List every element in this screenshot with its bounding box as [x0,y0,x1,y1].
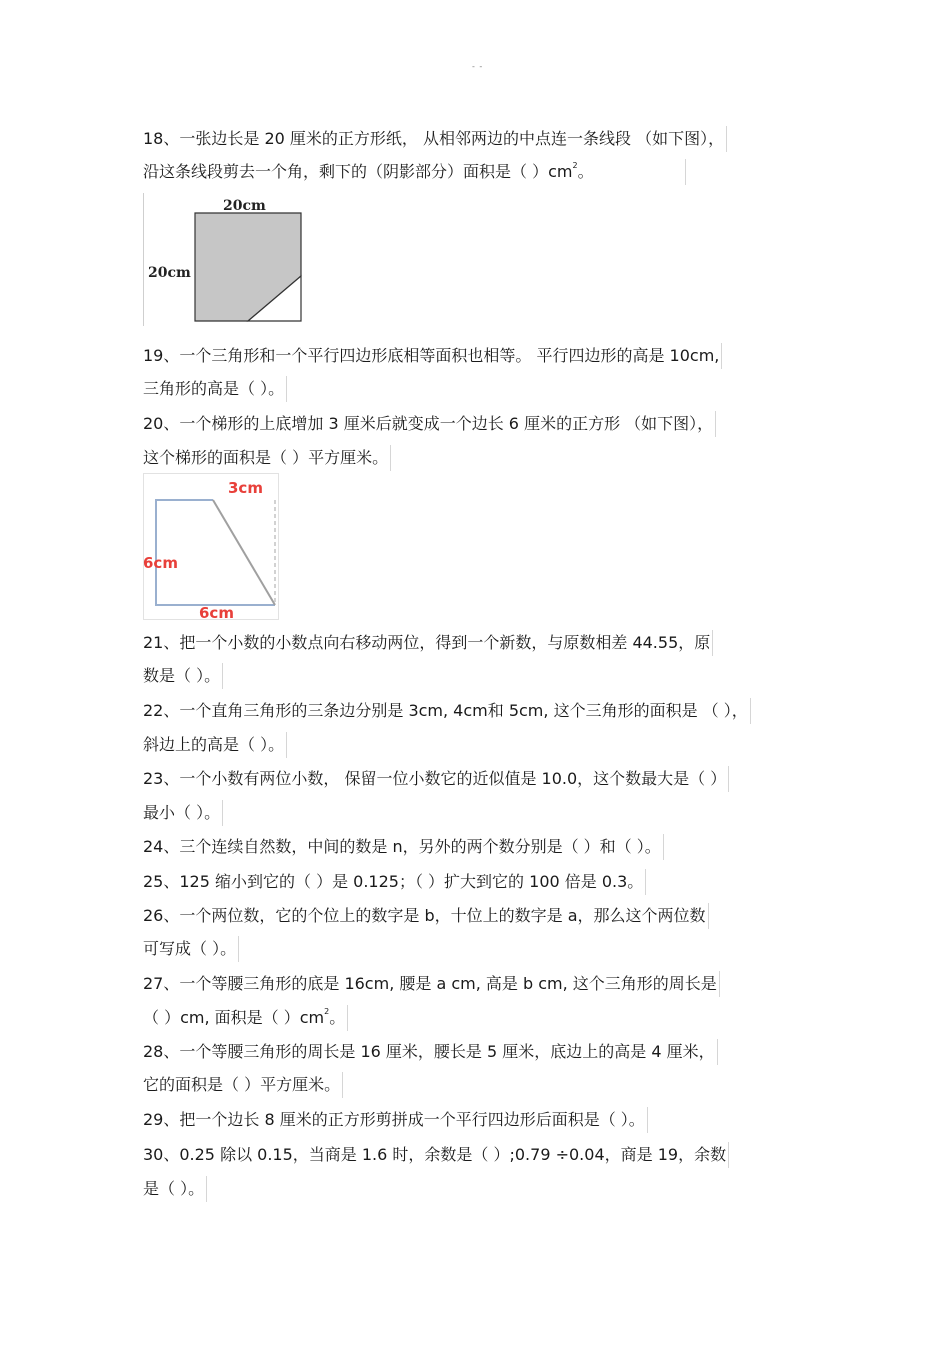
question-23-line-1: 23、一个小数有两位小数， 保留一位小数它的近似值是 10.0，这个数最大是（ ） [143,766,729,792]
question-26-line-1: 26、一个两位数，它的个位上的数字是 b，十位上的数字是 a，那么这个两位数 [143,903,709,929]
figure-trapezoid-top-label: 3cm [228,479,263,497]
question-26-line-2: 可写成（ ）。 [143,936,239,962]
question-30-line-2: 是（ ）。 [143,1176,207,1202]
question-27-line-2: （ ）cm, 面积是（ ）$cm^2$。 [143,1005,348,1031]
question-24-line-1: 24、三个连续自然数，中间的数是 n，另外的两个数分别是（ ）和（ ）。 [143,834,664,860]
figure-trapezoid-bottom-label: 6cm [199,604,234,621]
question-18-line-1: 18、一张边长是 20 厘米的正方形纸， 从相邻两边的中点连一条线段 （如下图）， [143,126,727,152]
question-18-line-2: 沿这条线段剪去一个角，剩下的（阴影部分）面积是（ ）$cm^2$。 [143,159,686,185]
trapezoid-slant-side [213,500,275,605]
question-19-line-1: 19、一个三角形和一个平行四边形底相等面积也相等。 平行四边形的高是 10cm, [143,343,722,369]
figure-square-left-label: 20cm [148,265,191,281]
question-25-line-1: 25、125 缩小到它的（ ）是 0.125；（ ）扩大到它的 100 倍是 0.3。 [143,869,646,895]
question-27-line-1: 27、一个等腰三角形的底是 16cm, 腰是 a cm, 高是 b cm, 这个三角形的周长是 [143,971,720,997]
question-22-line-1: 22、一个直角三角形的三条边分别是 3cm, 4cm和 5cm, 这个三角形的面积是 （ ）， [143,698,751,724]
question-21-line-2: 数是（ ）。 [143,663,223,689]
figure-square-top-label: 20cm [223,198,266,214]
question-28-line-1: 28、一个等腰三角形的周长是 16 厘米，腰长是 5 厘米，底边上的高是 4 厘米， [143,1039,718,1065]
question-21-line-1: 21、把一个小数的小数点向右移动两位，得到一个新数，与原数相差 44.55，原 [143,630,713,656]
question-23-line-2: 最小（ ）。 [143,800,223,826]
figure-trapezoid-left-label: 6cm [143,554,178,572]
question-19-line-2: 三角形的高是（ ）。 [143,376,287,402]
trapezoid-outline [156,500,275,605]
question-20-line-2: 这个梯形的面积是（ ）平方厘米。 [143,445,391,471]
figure-trapezoid [143,473,281,621]
question-20-line-1: 20、一个梯形的上底增加 3 厘米后就变成一个边长 6 厘米的正方形 （如下图）， [143,411,716,437]
question-29-line-1: 29、把一个边长 8 厘米的正方形剪拼成一个平行四边形后面积是（ ）。 [143,1107,648,1133]
question-28-line-2: 它的面积是（ ）平方厘米。 [143,1072,343,1098]
figure-square-cut-corner [143,193,305,326]
page-mark: - - [472,62,484,71]
question-30-line-1: 30、0.25 除以 0.15，当商是 1.6 时，余数是（ ）;0.79 ÷0.04，商是 19，余数 [143,1142,729,1168]
question-22-line-2: 斜边上的高是（ ）。 [143,732,287,758]
